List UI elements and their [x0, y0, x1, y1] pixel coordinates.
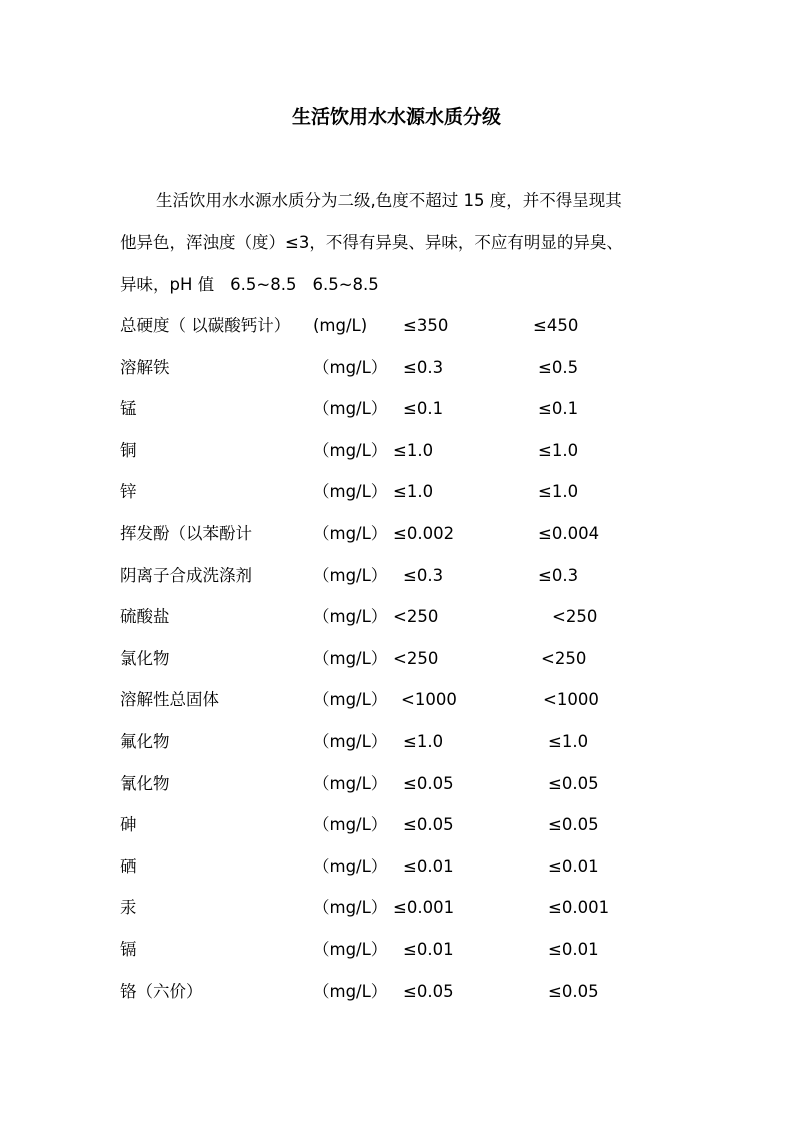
table-row — [0, 563, 793, 605]
parameter-name: 铜 — [120, 440, 137, 460]
table-row — [0, 854, 793, 896]
parameter-name: 氟化物 — [120, 731, 170, 751]
unit-label: （mg/L） — [313, 731, 388, 751]
unit-label: （mg/L） — [313, 815, 388, 835]
unit-label: （mg/L） — [313, 607, 388, 627]
unit-label: （mg/L） — [313, 939, 388, 959]
level-2-limit: <1000 — [543, 690, 599, 710]
unit-label: （mg/L） — [313, 357, 388, 377]
parameter-name: 硫酸盐 — [120, 607, 170, 627]
table-row — [0, 979, 793, 1021]
level-1-limit: ≤0.01 — [403, 856, 454, 876]
level-1-limit: ≤0.002 — [393, 523, 455, 543]
table-row — [0, 313, 793, 355]
ph-value-level-2: 6.5~8.5 — [312, 275, 379, 294]
unit-label: （mg/L） — [313, 523, 388, 543]
parameter-name: 锌 — [120, 482, 137, 502]
level-1-limit: ≤0.05 — [403, 773, 454, 793]
parameter-name: 镉 — [120, 939, 137, 959]
level-1-limit: ≤350 — [403, 316, 449, 335]
level-2-limit: ≤0.05 — [548, 981, 599, 1001]
unit-label: （mg/L） — [313, 981, 388, 1001]
parameter-name: 总硬度（ 以碳酸钙计） — [120, 316, 291, 335]
quality-table — [0, 313, 793, 1020]
parameter-name: 溶解性总固体 — [120, 690, 219, 710]
parameter-name: 砷 — [120, 815, 137, 835]
level-1-limit: ≤1.0 — [403, 731, 444, 751]
unit-label: （mg/L） — [313, 648, 388, 668]
level-2-limit: ≤0.05 — [548, 815, 599, 835]
parameter-name: 挥发酚（以苯酚计 — [120, 523, 252, 543]
level-2-limit: <250 — [541, 648, 587, 668]
level-1-limit: ≤0.05 — [403, 981, 454, 1001]
unit-label: （mg/L） — [313, 482, 388, 502]
level-1-limit: ≤0.3 — [403, 565, 444, 585]
table-row — [0, 687, 793, 729]
level-2-limit: ≤0.3 — [538, 565, 579, 585]
parameter-name: 氯化物 — [120, 648, 170, 668]
level-1-limit: ≤1.0 — [393, 440, 434, 460]
parameter-name: 阴离子合成洗涤剂 — [120, 565, 252, 585]
level-2-limit: ≤1.0 — [548, 731, 589, 751]
ph-value-level-1: 6.5~8.5 — [230, 275, 297, 294]
level-1-limit: <250 — [393, 607, 439, 627]
table-row — [0, 646, 793, 688]
level-1-limit: ≤0.01 — [403, 939, 454, 959]
unit-label: （mg/L） — [313, 898, 388, 918]
table-row — [0, 396, 793, 438]
parameter-name: 铬（六价） — [120, 981, 203, 1001]
level-2-limit: <250 — [552, 607, 598, 627]
unit-label: （mg/L） — [313, 856, 388, 876]
level-2-limit: ≤0.1 — [538, 399, 579, 419]
level-2-limit: ≤0.001 — [548, 898, 610, 918]
level-1-limit: ≤0.05 — [403, 815, 454, 835]
level-2-limit: ≤1.0 — [538, 440, 579, 460]
parameter-name: 氰化物 — [120, 773, 170, 793]
level-2-limit: ≤0.5 — [538, 357, 579, 377]
intro-paragraph-line-3 — [120, 272, 680, 298]
parameter-name: 锰 — [120, 399, 137, 419]
level-2-limit: ≤0.004 — [538, 523, 600, 543]
unit-label: (mg/L) — [313, 316, 368, 335]
parameter-name: 硒 — [120, 856, 137, 876]
level-1-limit: ≤0.1 — [403, 399, 444, 419]
parameter-name: 溶解铁 — [120, 357, 170, 377]
level-2-limit: ≤0.05 — [548, 773, 599, 793]
table-row — [0, 895, 793, 937]
unit-label: （mg/L） — [313, 399, 388, 419]
table-row — [0, 521, 793, 563]
table-row — [0, 479, 793, 521]
level-1-limit: ≤0.001 — [393, 898, 455, 918]
intro-paragraph-line-2: 他异色，浑浊度（度）≤3，不得有异臭、异味，不应有明显的异臭、 — [120, 233, 623, 252]
level-1-limit: ≤1.0 — [393, 482, 434, 502]
level-1-limit: <250 — [393, 648, 439, 668]
level-2-limit: ≤0.01 — [548, 856, 599, 876]
table-row — [0, 812, 793, 854]
table-row — [0, 604, 793, 646]
level-2-limit: ≤0.01 — [548, 939, 599, 959]
ph-label: 异味，pH 值 — [120, 275, 215, 294]
intro-paragraph-line-1: 生活饮用水水源水质分为二级,色度不超过 15 度，并不得呈现其 — [156, 191, 622, 210]
table-row — [0, 729, 793, 771]
table-row — [0, 937, 793, 979]
level-2-limit: ≤1.0 — [538, 482, 579, 502]
document-title: 生活饮用水水源水质分级 — [291, 106, 501, 128]
parameter-name: 汞 — [120, 898, 137, 918]
table-row — [0, 355, 793, 397]
table-row — [0, 771, 793, 813]
unit-label: （mg/L） — [313, 773, 388, 793]
unit-label: （mg/L） — [313, 565, 388, 585]
level-1-limit: <1000 — [401, 690, 457, 710]
unit-label: （mg/L） — [313, 690, 388, 710]
unit-label: （mg/L） — [313, 440, 388, 460]
level-2-limit: ≤450 — [533, 316, 579, 335]
table-row — [0, 438, 793, 480]
level-1-limit: ≤0.3 — [403, 357, 444, 377]
